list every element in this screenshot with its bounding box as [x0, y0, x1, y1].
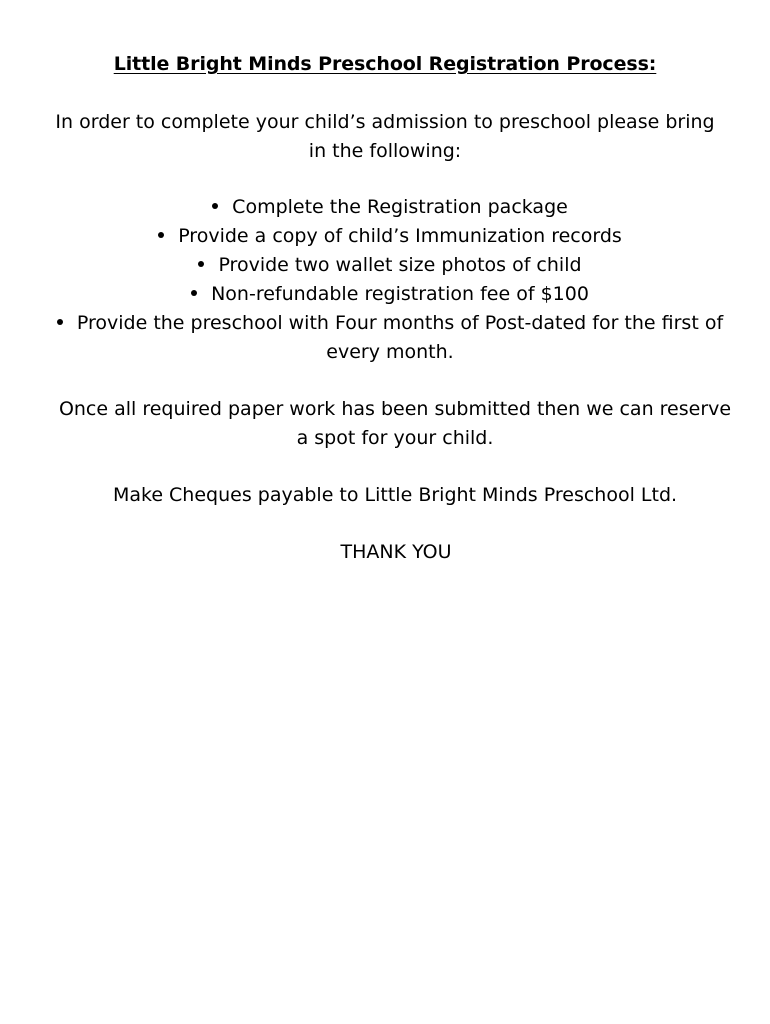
bullet-icon: [191, 290, 197, 296]
bullet-icon: [198, 261, 204, 267]
list-item: [40, 280, 740, 309]
requirements-list: [40, 193, 740, 367]
list-item-text: Provide a copy of child’s Immunization records: [178, 225, 622, 247]
list-item-text: Non-refundable registration fee of $100: [211, 283, 589, 305]
payable-note: Make Cheques payable to Little Bright Minds Preschool Ltd.: [112, 484, 678, 506]
document-title: Little Bright Minds Preschool Registration Process:: [113, 53, 657, 75]
list-item: [40, 309, 740, 367]
bullet-icon: [57, 319, 63, 325]
list-item: [40, 251, 740, 280]
list-item-text: Provide the preschool with Four months of Post-dated for the first of every month.: [76, 312, 724, 363]
list-item-text: Complete the Registration package: [232, 196, 568, 218]
list-item: [40, 193, 740, 222]
thank-you-text: THANK YOU: [340, 541, 452, 563]
list-item: [40, 222, 740, 251]
list-item-text: Provide two wallet size photos of child: [218, 254, 582, 276]
intro-paragraph: In order to complete your child’s admission to preschool please bring in the following:: [55, 111, 715, 162]
bullet-icon: [212, 203, 218, 209]
closing-paragraph: Once all required paper work has been submitted then we can reserve a spot for your child.: [58, 398, 732, 449]
bullet-icon: [158, 232, 164, 238]
